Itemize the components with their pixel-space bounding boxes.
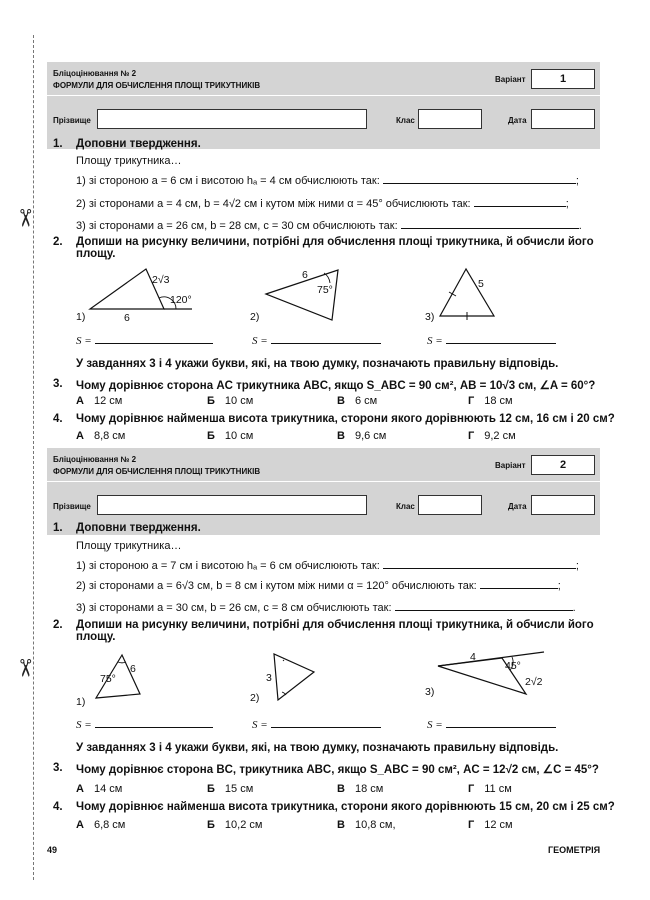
header-subtitle: ФОРМУЛИ ДЛЯ ОБЧИСЛЕННЯ ПЛОЩІ ТРИКУТНИКІВ (53, 467, 261, 476)
answer-option[interactable] (76, 819, 125, 831)
answer-option[interactable] (337, 395, 377, 407)
date-field[interactable] (531, 109, 595, 129)
option-letter: В (337, 395, 345, 407)
answer-option[interactable] (468, 783, 512, 795)
answer-option[interactable] (76, 783, 122, 795)
option-value: 9,6 см (354, 430, 387, 442)
answer-blank[interactable] (95, 333, 213, 344)
answer-option[interactable] (468, 819, 513, 831)
cut-line (33, 35, 34, 880)
class-field[interactable] (418, 109, 482, 129)
surname-field[interactable] (97, 109, 367, 129)
answer-option[interactable] (76, 430, 125, 442)
question-number: 3. (53, 762, 63, 774)
angle-arc (118, 662, 126, 663)
area-answer (252, 333, 381, 347)
variant-label: Варіант (495, 461, 526, 470)
question-number: 4. (53, 413, 63, 425)
surname-label: Прізвище (53, 502, 91, 511)
angle-label: 45° (505, 660, 521, 672)
option-value: 6 см (354, 395, 378, 407)
statement-text: 3) зі сторонами a = 26 см, b = 28 см, c = 30 см обчислюють так: (76, 220, 398, 232)
answer-option[interactable] (207, 395, 253, 407)
figure-label: 3) (425, 686, 435, 698)
angle-label: 120° (170, 294, 192, 306)
answer-blank[interactable] (383, 558, 576, 569)
variant-number: 2 (531, 455, 595, 475)
date-label: Дата (508, 502, 527, 511)
option-letter: В (337, 783, 345, 795)
option-letter: А (76, 395, 84, 407)
header-title: Бліцоцінювання № 2 (53, 455, 137, 464)
option-letter: Г (468, 783, 475, 795)
answer-option[interactable] (207, 783, 253, 795)
question-title (76, 619, 601, 643)
question-title-line: площу. (76, 631, 116, 643)
question-intro: Площу трикутника… (76, 540, 182, 552)
statement-text: 2) зі сторонами a = 6√3 см, b = 8 см і кутом між ними α = 120° обчислюють так: (76, 580, 477, 592)
date-field[interactable] (531, 495, 595, 515)
option-value: 11 см (484, 783, 512, 795)
option-letter: Г (468, 430, 475, 442)
answer-blank[interactable] (401, 218, 579, 229)
answer-option[interactable] (468, 395, 513, 407)
area-answer (252, 717, 381, 731)
statement-text: 2) зі сторонами a = 4 см, b = 4√2 см і кутом між ними α = 45° обчислюють так: (76, 198, 471, 210)
question-title: Доповни твердження. (76, 522, 201, 534)
area-answer (76, 333, 213, 347)
instruction: У завданнях 3 і 4 укажи букви, які, на твою думку, позначають правильну відповідь. (76, 742, 559, 754)
side-label: 5 (478, 278, 484, 290)
statement-line: 3) зі сторонами a = 30 см, b = 26 см, c = 8 см обчислюють так: . (76, 602, 576, 614)
answer-blank[interactable] (395, 600, 573, 611)
option-letter: А (76, 783, 84, 795)
option-letter: Б (207, 783, 215, 795)
scissors-icon: ✂ (11, 207, 39, 229)
option-value: 6,8 см (93, 819, 126, 831)
option-value: 18 см (354, 783, 384, 795)
statement-text: 3) зі сторонами a = 30 см, b = 26 см, c = 8 см обчислюють так: (76, 602, 392, 614)
header-subtitle: ФОРМУЛИ ДЛЯ ОБЧИСЛЕННЯ ПЛОЩІ ТРИКУТНИКІВ (53, 81, 261, 90)
triangle-figure-1 (88, 265, 198, 324)
class-label: Клас (396, 116, 415, 125)
figure-label: 2) (250, 692, 260, 704)
class-label: Клас (396, 502, 415, 511)
triangle-figure-3 (436, 266, 506, 321)
question-title-line: Допиши на рисунку величини, потрібні для обчислення площі трикутника, й обчисли його (76, 236, 594, 248)
side-label: 6 (124, 312, 130, 324)
option-letter: А (76, 819, 84, 831)
answer-blank[interactable] (474, 196, 566, 207)
option-value: 15 см (224, 783, 254, 795)
question-number: 1. (53, 138, 63, 150)
question-intro: Площу трикутника… (76, 155, 182, 167)
area-answer (76, 717, 213, 731)
statement-line: 1) зі стороною a = 6 см і висотою hₐ = 4 см обчислюють так: ; (76, 175, 579, 187)
option-letter: Б (207, 430, 215, 442)
area-answer (427, 717, 556, 731)
side-label: 4 (470, 651, 476, 663)
option-letter: Б (207, 819, 215, 831)
side-label: 6 (302, 269, 308, 281)
page-number: 49 (47, 845, 58, 855)
class-field[interactable] (418, 495, 482, 515)
statement-text: 1) зі стороною a = 7 см і висотою hₐ = 6 см обчислюють так: (76, 560, 380, 572)
option-letter: А (76, 430, 84, 442)
area-label: S = (427, 335, 443, 347)
figure-label: 3) (425, 311, 435, 323)
option-value: 12 см (484, 819, 513, 831)
question-text: Чому дорівнює найменша висота трикутника, сторони якого дорівнюють 12 см, 16 см і 20 см? (76, 413, 615, 425)
variant-number: 1 (531, 69, 595, 89)
answer-option[interactable] (468, 430, 516, 442)
option-value: 9,2 см (484, 430, 516, 442)
answer-blank[interactable] (271, 333, 381, 344)
question-title-line: Допиши на рисунку величини, потрібні для обчислення площі трикутника, й обчисли його (76, 619, 594, 631)
angle-label: 75° (100, 673, 116, 685)
subject-title: ГЕОМЕТРІЯ (548, 845, 601, 855)
question-number: 3. (53, 378, 63, 390)
question-title (76, 236, 601, 260)
option-value: 14 см (93, 783, 123, 795)
answer-option[interactable] (337, 819, 396, 831)
statement-line: 2) зі сторонами a = 4 см, b = 4√2 см і кутом між ними α = 45° обчислюють так: ; (76, 198, 569, 210)
option-value: 10,2 см (224, 819, 263, 831)
triangle-figure-2 (262, 268, 342, 323)
triangle-figure-2 (262, 650, 322, 710)
question-number: 4. (53, 801, 63, 813)
answer-option[interactable] (337, 783, 383, 795)
triangle-figure-3 (436, 652, 551, 702)
surname-field[interactable] (97, 495, 367, 515)
statement-text: 1) зі стороною a = 6 см і висотою hₐ = 4 см обчислюють так: (76, 175, 380, 187)
option-letter: Г (468, 395, 475, 407)
option-value: 10 см (224, 430, 254, 442)
question-title-line: площу. (76, 248, 116, 260)
figure-label: 1) (76, 311, 86, 323)
answer-blank[interactable] (446, 333, 556, 344)
answer-option[interactable] (76, 395, 122, 407)
question-text: Чому дорівнює найменша висота трикутника, сторони якого дорівнюють 15 см, 20 см і 25 см? (76, 801, 615, 813)
area-label: S = (76, 335, 92, 347)
area-answer (427, 333, 556, 347)
scissors-icon: ✂ (11, 657, 39, 679)
question-title: Доповни твердження. (76, 138, 201, 150)
surname-label: Прізвище (53, 116, 91, 125)
answer-blank[interactable] (95, 717, 213, 728)
triangle-figure-1 (92, 652, 152, 707)
question-number: 1. (53, 522, 63, 534)
area-label: S = (76, 719, 92, 731)
test-header (47, 62, 600, 149)
statement-line: 2) зі сторонами a = 6√3 см, b = 8 см і кутом між ними α = 120° обчислюють так: ; (76, 580, 561, 592)
question-text: Чому дорівнює сторона AC трикутника ABC, якщо S_ABC = 90 см², AB = 10√3 см, ∠A = 60°? (76, 380, 596, 392)
answer-blank[interactable] (271, 717, 381, 728)
option-value: 10,8 см, (354, 819, 396, 831)
statement-line: 3) зі сторонами a = 26 см, b = 28 см, c = 30 см обчислюють так: . (76, 220, 582, 232)
triangle (440, 269, 494, 316)
angle-arc (283, 660, 284, 661)
side-label: 2√2 (525, 676, 543, 688)
figure-label: 1) (76, 696, 86, 708)
angle-label: 75° (317, 284, 333, 296)
area-label: S = (252, 719, 268, 731)
figure-label: 2) (250, 311, 260, 323)
option-value: 8,8 см (93, 430, 126, 442)
option-letter: В (337, 430, 345, 442)
answer-blank[interactable] (480, 578, 558, 589)
side-label: 6 (130, 663, 136, 675)
question-number: 2. (53, 236, 63, 248)
option-value: 10 см (224, 395, 254, 407)
header-title: Бліцоцінювання № 2 (53, 69, 137, 78)
header-divider (47, 481, 600, 482)
option-value: 18 см (484, 395, 513, 407)
question-text: Чому дорівнює сторона BC, трикутника ABC, якщо S_ABC = 90 см², AC = 12√2 см, ∠C = 45°? (76, 764, 599, 776)
option-letter: В (337, 819, 345, 831)
variant-label: Варіант (495, 75, 526, 84)
date-label: Дата (508, 116, 527, 125)
answer-blank[interactable] (383, 173, 576, 184)
area-label: S = (427, 719, 443, 731)
option-letter: Б (207, 395, 215, 407)
instruction: У завданнях 3 і 4 укажи букви, які, на твою думку, позначають правильну відповідь. (76, 358, 559, 370)
answer-option[interactable] (337, 430, 386, 442)
side-label: 2√3 (152, 274, 170, 286)
statement-line: 1) зі стороною a = 7 см і висотою hₐ = 6 см обчислюють так: ; (76, 560, 579, 572)
option-value: 12 см (93, 395, 123, 407)
question-number: 2. (53, 619, 63, 631)
answer-blank[interactable] (446, 717, 556, 728)
answer-option[interactable] (207, 819, 262, 831)
side-label: 3 (266, 672, 272, 684)
answer-option[interactable] (207, 430, 253, 442)
area-label: S = (252, 335, 268, 347)
option-letter: Г (468, 819, 475, 831)
header-divider (47, 95, 600, 96)
triangle (274, 654, 314, 700)
